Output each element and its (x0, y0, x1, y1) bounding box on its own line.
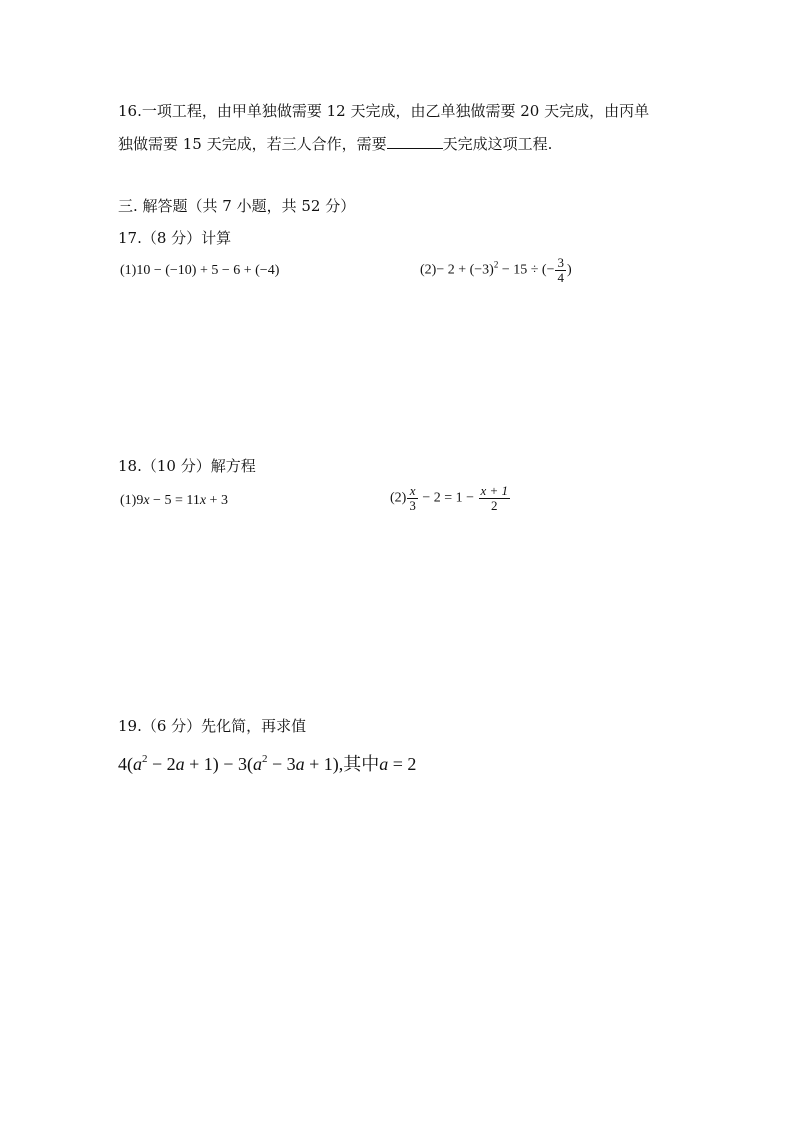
q18-p2-num2: x + 1 (480, 483, 509, 498)
q18-p2-fraction1 (407, 484, 418, 513)
q18-p2-den1: 3 (409, 498, 416, 513)
q19-sq2: 2 (261, 753, 268, 765)
q17-p2-label: (2) (420, 262, 437, 278)
q18-p1-var1: x (143, 493, 150, 508)
q18-p2-label: (2) (390, 490, 407, 506)
q17-title: 17.（8 分）计算 (118, 229, 232, 247)
q17-part2 (420, 256, 572, 285)
q19-title: 19.（6 分）先化简，再求值 (118, 717, 307, 735)
q18-p1-a: 9 (136, 493, 144, 508)
q18-part2 (390, 484, 511, 513)
answer-blank[interactable] (387, 134, 443, 149)
q18-p2-mid: − 2 = 1 − (418, 490, 478, 506)
q17-part1 (120, 263, 279, 279)
q17-p1-expr: 10 − (−10) + 5 − 6 + (−4) (136, 263, 280, 278)
q19-v3: a (252, 754, 262, 774)
q17-p2-b: − 15 ÷ (− (498, 262, 555, 278)
q19-v1: a (133, 754, 142, 774)
q19-e6: = 2 (388, 754, 417, 774)
q18-p1-label: (1) (120, 493, 137, 508)
q19-sq1: 2 (142, 753, 148, 765)
q19-expression (118, 750, 416, 776)
q18-part1 (120, 493, 228, 509)
q18-p2-num1: x (407, 484, 418, 499)
q19-e3: + 1) − 3( (184, 754, 253, 774)
q17-p2-c: ) (566, 262, 572, 278)
q19-v2: a (175, 754, 185, 774)
q17-p2-fraction (555, 256, 566, 285)
q19-v5: a (379, 754, 389, 774)
q18-p2-den2: 2 (491, 498, 498, 513)
q17-p2-den: 4 (557, 270, 564, 285)
q16-text-b: 天完成这项工程. (442, 135, 553, 153)
q18-title: 18.（10 分）解方程 (118, 457, 256, 475)
q16-line2 (118, 134, 552, 154)
q17-p2-a: − 2 + (−3) (436, 262, 494, 278)
q19-v4: a (295, 754, 305, 774)
q18-p1-b: − 5 = 11 (149, 493, 200, 508)
q16-text-a: 独做需要 15 天完成，若三人合作，需要 (118, 135, 387, 153)
q19-e1: 4( (118, 754, 133, 774)
q18-p1-c: + 3 (206, 493, 228, 508)
section3-title: 三. 解答题（共 7 小题，共 52 分） (118, 197, 356, 215)
q17-p1-label: (1) (120, 263, 137, 278)
q18-p1-var2: x (199, 493, 207, 508)
q17-p2-num: 3 (557, 255, 564, 270)
q19-e2: − 2 (147, 754, 176, 774)
q19-e5: + 1),其中 (304, 754, 380, 774)
q17-p2-exp: 2 (493, 259, 499, 270)
q18-p2-fraction2 (479, 484, 511, 513)
q16-line1: 16.一项工程，由甲单独做需要 12 天完成，由乙单独做需要 20 天完成，由丙单 (118, 102, 650, 120)
q19-e4: − 3 (267, 754, 296, 774)
